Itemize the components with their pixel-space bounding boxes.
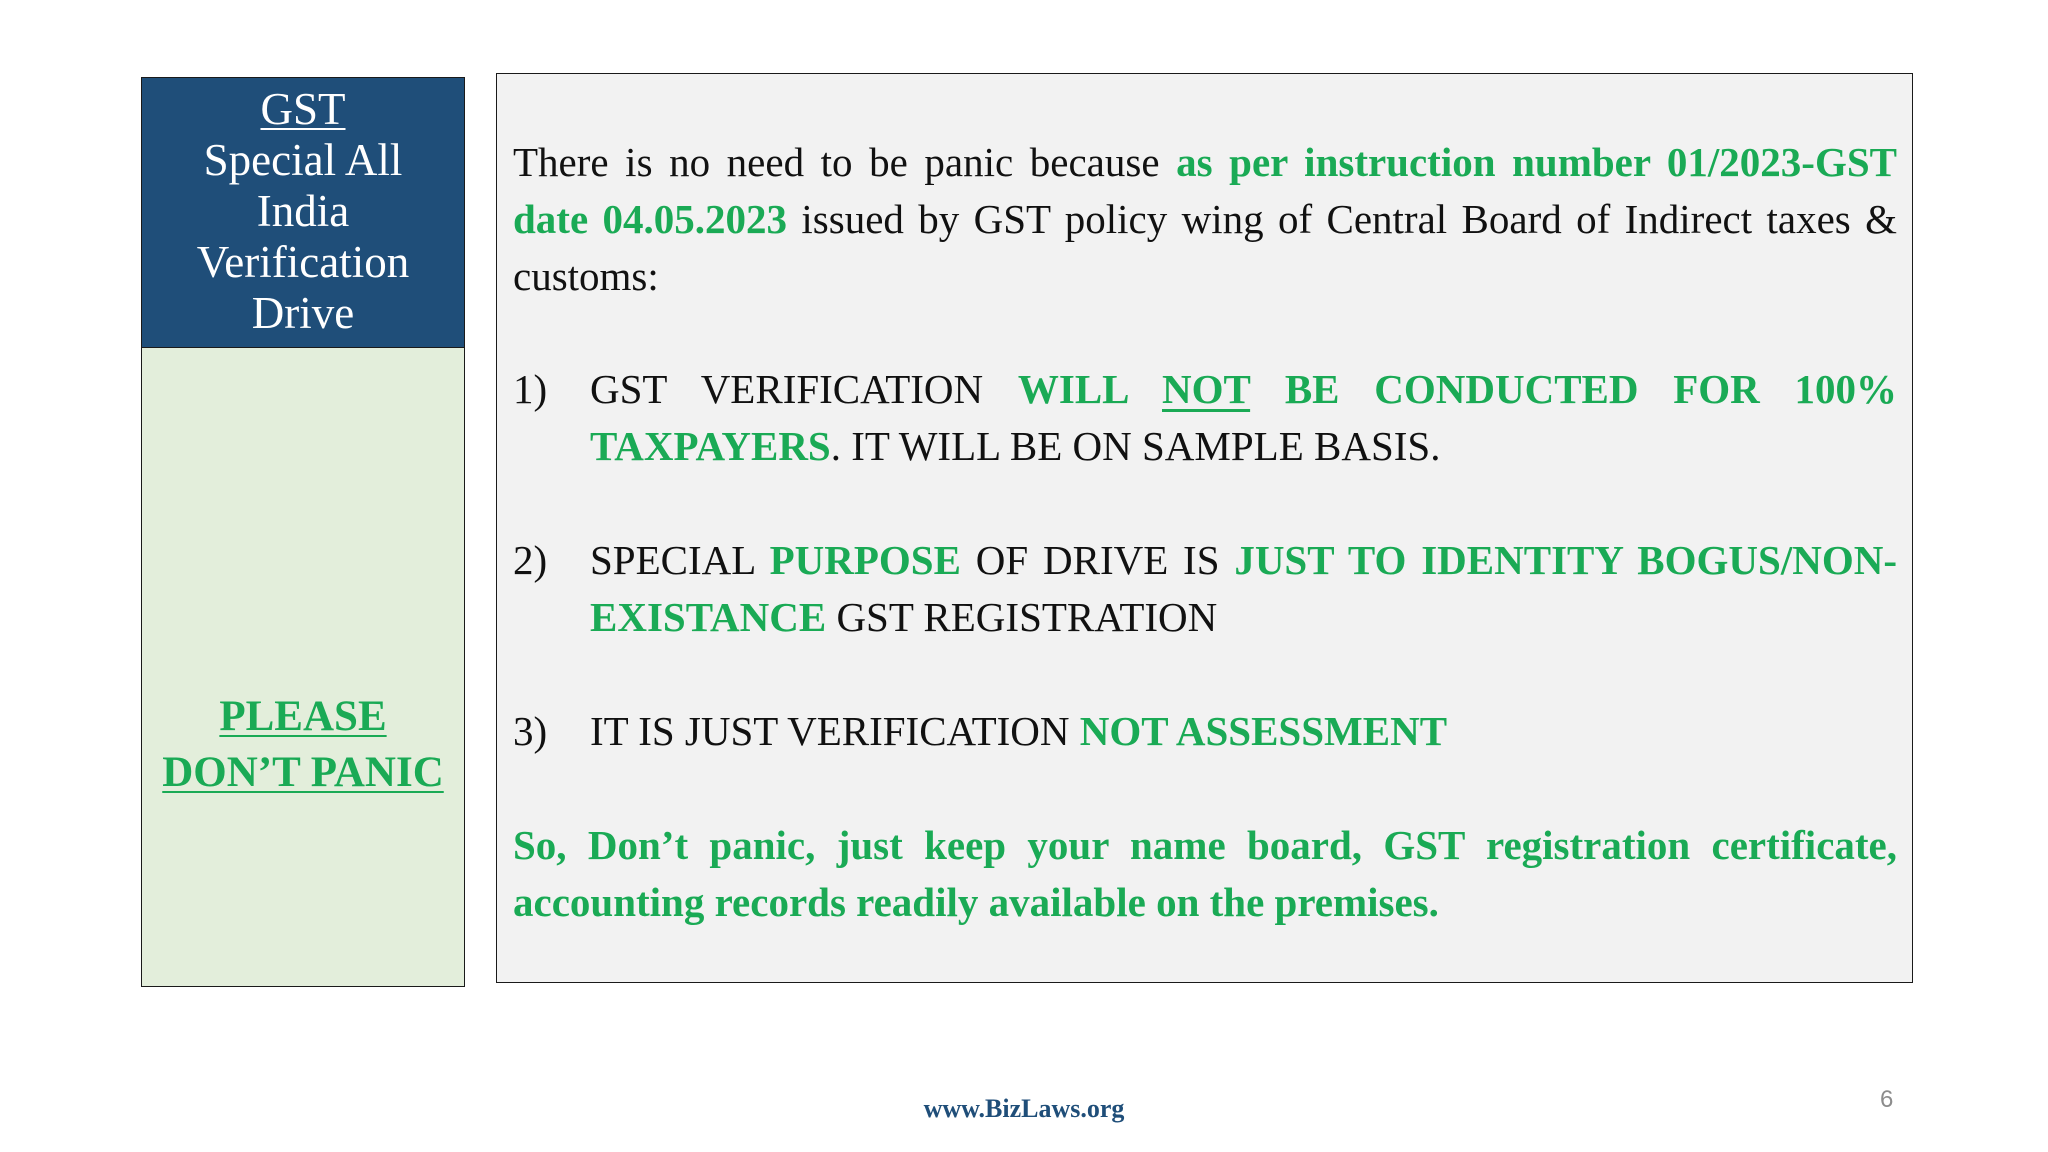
- intro-instruction-highlight: as per instruction number 01/2023-GST date 04.05.2023: [513, 139, 1897, 242]
- message-line-please: PLEASE: [219, 693, 387, 740]
- intro-text: There is no need to be panic because: [513, 139, 1177, 185]
- main-content: [513, 134, 1897, 931]
- item-text: GST VERIFICATION: [590, 366, 1018, 412]
- item-text: . IT WILL BE ON SAMPLE BASIS.: [830, 423, 1441, 469]
- list-item: [513, 532, 1897, 646]
- item-highlight: PURPOSE: [769, 537, 961, 583]
- item-underlined-highlight: NOT: [1162, 366, 1251, 412]
- list-item: [513, 703, 1897, 760]
- main-panel: [496, 73, 1913, 983]
- left-panel: [141, 77, 465, 987]
- page-number: 6: [1880, 1086, 1894, 1113]
- closing-paragraph: So, Don’t panic, just keep your name board, GST registration certificate, accounting records readily available on the premises.: [513, 822, 1897, 925]
- dont-panic-message: [142, 689, 464, 801]
- left-header: [142, 78, 464, 348]
- item-text: IT IS JUST VERIFICATION: [590, 708, 1080, 754]
- title-line-drive: Drive: [251, 288, 355, 338]
- footer-website-link[interactable]: www.BizLaws.org: [923, 1094, 1125, 1123]
- item-text: GST REGISTRATION: [826, 594, 1218, 640]
- item-highlight: JUST TO IDENTITY BOGUS/NON-EXISTANCE: [590, 537, 1897, 640]
- item-highlight: NOT ASSESSMENT: [1079, 708, 1448, 754]
- intro-paragraph: [513, 134, 1897, 305]
- item-highlight: WILL: [1017, 366, 1162, 412]
- list-number: 1): [513, 366, 548, 412]
- list-number: 3): [513, 708, 548, 754]
- item-text: SPECIAL: [590, 537, 770, 583]
- message-line-dont-panic: DON’T PANIC: [162, 749, 444, 796]
- title-line-verification: Verification: [196, 237, 410, 287]
- list-item: [513, 361, 1897, 475]
- title-line-gst: GST: [260, 84, 346, 134]
- title-line-india: India: [256, 186, 350, 236]
- list-number: 2): [513, 537, 548, 583]
- item-text: OF DRIVE IS: [960, 537, 1235, 583]
- intro-issued-text: issued by GST policy wing of Central Board of Indirect taxes & customs:: [513, 196, 1897, 299]
- item-highlight: BE CONDUCTED FOR 100% TAXPAYERS: [590, 366, 1897, 469]
- title-line-special-all: Special All: [203, 135, 403, 185]
